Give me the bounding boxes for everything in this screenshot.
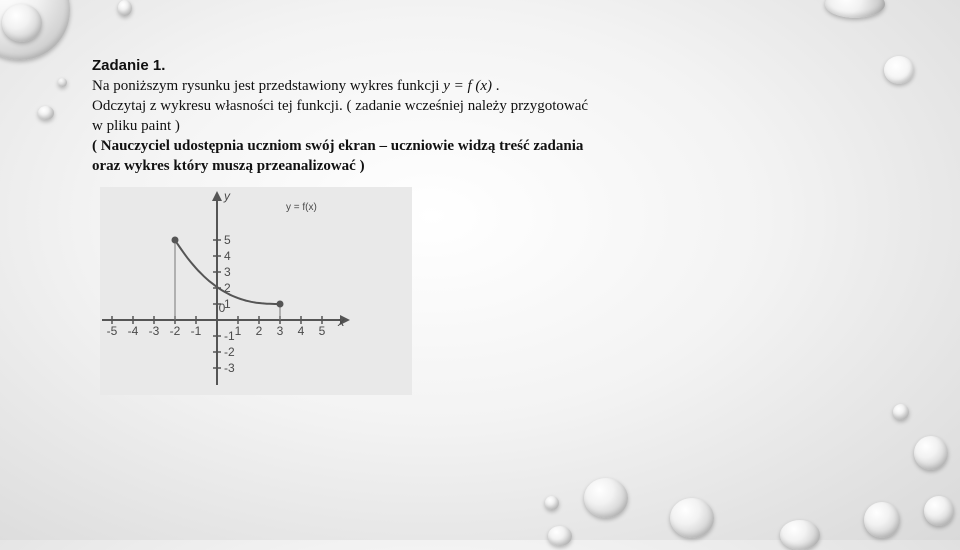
decorative-drop [864, 502, 900, 538]
decorative-drop [884, 56, 914, 84]
decorative-drop [914, 436, 948, 470]
x-tick-label: -4 [127, 324, 139, 338]
x-tick-label: -5 [106, 324, 118, 338]
function-graph [100, 187, 412, 395]
decorative-drop [893, 404, 909, 420]
task-heading: Zadanie 1. [92, 57, 166, 74]
function-graph-image [100, 187, 412, 395]
y-tick-label: -1 [224, 329, 235, 343]
x-axis-label: x [338, 314, 345, 329]
task-content [92, 57, 732, 176]
decorative-drop [548, 526, 572, 546]
y-axis-arrow [212, 191, 222, 201]
decorative-drop [58, 78, 67, 87]
decorative-drop [2, 4, 42, 42]
y-tick-label: 3 [224, 265, 231, 279]
decorative-drop [584, 478, 628, 518]
function-label: y = f(x) [286, 202, 317, 213]
task-line-2: Odczytaj z wykresu własności tej funkcji. ( zadanie wcześniej należy przygotować [92, 98, 589, 114]
task-line-5: oraz wykres który muszą przeanalizować ) [92, 158, 365, 174]
decorative-drop [825, 0, 885, 18]
start-point [172, 237, 179, 244]
x-tick-label: 0 [218, 301, 226, 315]
x-tick-label: 4 [297, 324, 305, 338]
y-tick-label: 2 [224, 281, 231, 295]
y-tick-label: -2 [224, 345, 235, 359]
x-tick-label: 2 [255, 324, 263, 338]
x-tick-label: 3 [276, 324, 284, 338]
task-line-1 [92, 76, 732, 96]
x-tick-label: -3 [148, 324, 160, 338]
task-line-3: w pliku paint ) [92, 118, 180, 134]
decorative-drop [924, 496, 954, 526]
decorative-drop [118, 0, 132, 16]
x-tick-label: 5 [318, 324, 326, 338]
y-axis-label: y [224, 189, 230, 203]
end-point [277, 301, 284, 308]
decorative-drop [780, 520, 820, 550]
decorative-drop [545, 496, 559, 510]
x-tick-label: -2 [169, 324, 181, 338]
x-tick-label: -1 [190, 324, 202, 338]
y-tick-label: 1 [224, 297, 231, 311]
y-tick-label: 4 [224, 249, 231, 263]
y-tick-label: 5 [224, 233, 231, 247]
y-tick-label: -3 [224, 361, 235, 375]
decorative-drop [38, 106, 54, 120]
task-line-1-text: Na poniższym rysunku jest przedstawiony wykres funkcji [92, 78, 444, 94]
task-line-4: ( Nauczyciel udostępnia uczniom swój ekran – uczniowie widzą treść zadania [92, 138, 584, 154]
task-line-1-suffix: . [492, 78, 500, 94]
function-formula: y = f (x) [443, 78, 493, 94]
decorative-drop [670, 498, 714, 538]
x-tick-label: 1 [234, 324, 242, 338]
